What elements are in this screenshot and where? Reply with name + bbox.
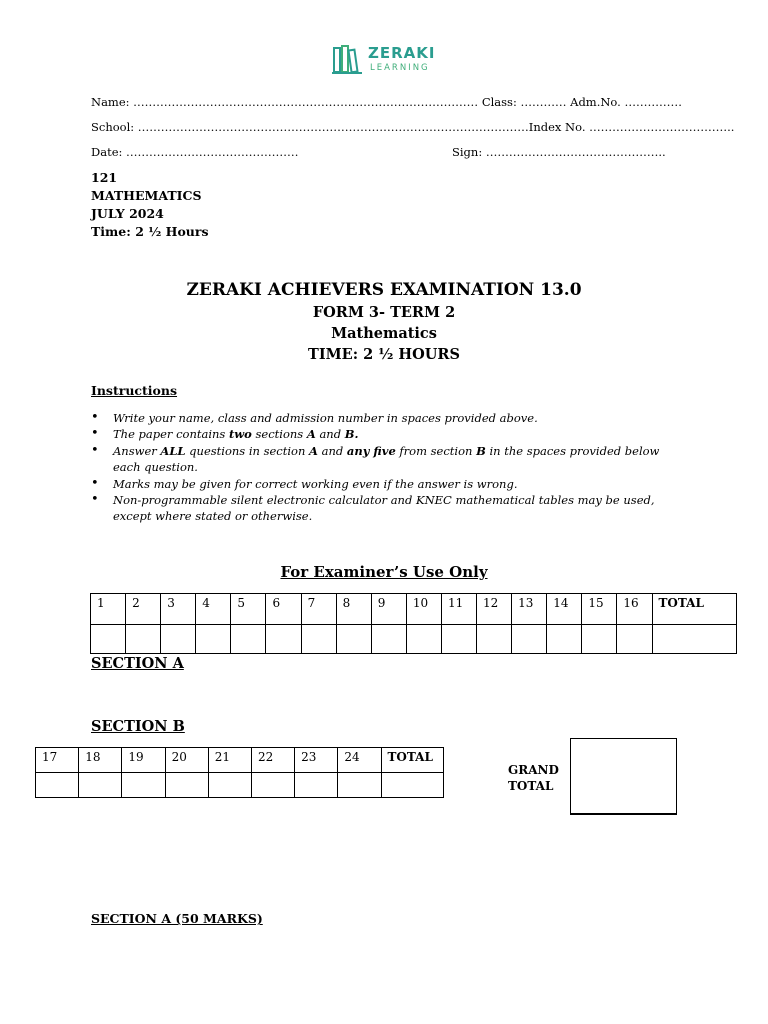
grand-total-box[interactable]: [570, 738, 677, 815]
score-cell[interactable]: [208, 773, 251, 798]
subject-title: Mathematics: [331, 325, 437, 342]
paper-code: 121: [91, 170, 118, 185]
score-cell[interactable]: [547, 625, 582, 654]
score-cell[interactable]: [196, 625, 231, 654]
question-number-cell: 24: [338, 748, 381, 773]
question-number-cell: 9: [371, 594, 406, 625]
score-cell[interactable]: [406, 625, 441, 654]
instructions-heading: Instructions: [91, 383, 178, 398]
total-score-cell[interactable]: [381, 773, 443, 798]
grand-total-label: [508, 762, 559, 794]
instruction-item: • Marks may be given for correct working even if the answer is wrong.: [91, 476, 681, 492]
score-cell[interactable]: [266, 625, 301, 654]
section-b-marks-table: [35, 747, 444, 798]
question-number-cell: 11: [441, 594, 476, 625]
score-cell[interactable]: [617, 625, 652, 654]
question-number-cell: 2: [126, 594, 161, 625]
question-number-cell: 21: [208, 748, 251, 773]
name-class-adm-field[interactable]: Name: ……………………………………………………………………………… Class: ………… Adm.No. ……………: [91, 95, 682, 109]
score-cell[interactable]: [336, 625, 371, 654]
grand-total-line2: TOTAL: [508, 779, 554, 793]
question-number-cell: 13: [512, 594, 547, 625]
sign-field[interactable]: Sign: ………………………………………..: [452, 145, 666, 159]
question-number-cell: 14: [547, 594, 582, 625]
logo-brand-text: ZERAKI: [368, 44, 436, 62]
books-icon: [332, 44, 364, 76]
score-cell[interactable]: [79, 773, 122, 798]
date-field[interactable]: Date: ………………………………………: [91, 145, 299, 159]
question-number-cell: 10: [406, 594, 441, 625]
total-header-cell: TOTAL: [652, 594, 736, 625]
paper-time: Time: 2 ½ Hours: [91, 224, 209, 239]
zeraki-logo: [332, 44, 436, 76]
instruction-item: • Write your name, class and admission number in spaces provided above.: [91, 410, 681, 426]
section-a-label: SECTION A: [91, 655, 184, 672]
question-number-cell: 20: [165, 748, 208, 773]
total-score-cell[interactable]: [652, 625, 736, 654]
section-b-label: SECTION B: [91, 718, 185, 735]
question-number-cell: 7: [301, 594, 336, 625]
question-number-cell: 12: [477, 594, 512, 625]
question-number-cell: 15: [582, 594, 617, 625]
score-cell[interactable]: [161, 625, 196, 654]
logo-sub-text: LEARNING: [370, 63, 430, 73]
question-number-cell: 6: [266, 594, 301, 625]
score-cell[interactable]: [441, 625, 476, 654]
grand-total-line1: GRAND: [508, 763, 559, 777]
question-number-cell: 4: [196, 594, 231, 625]
score-cell[interactable]: [251, 773, 294, 798]
question-number-cell: 1: [91, 594, 126, 625]
question-number-cell: 3: [161, 594, 196, 625]
question-number-cell: 22: [251, 748, 294, 773]
score-cell[interactable]: [122, 773, 165, 798]
score-cell[interactable]: [126, 625, 161, 654]
section-a-marks-table: [90, 593, 737, 654]
exam-title: ZERAKI ACHIEVERS EXAMINATION 13.0: [186, 280, 582, 300]
paper-subject: MATHEMATICS: [91, 188, 202, 203]
section-a-marks-heading: SECTION A (50 MARKS): [91, 911, 263, 926]
score-cell[interactable]: [582, 625, 617, 654]
examiner-heading: For Examiner’s Use Only: [280, 563, 488, 581]
total-header-cell: TOTAL: [381, 748, 443, 773]
score-cell[interactable]: [165, 773, 208, 798]
score-cell[interactable]: [295, 773, 338, 798]
question-number-cell: 8: [336, 594, 371, 625]
score-cell[interactable]: [36, 773, 79, 798]
instruction-item: • Non-programmable silent electronic calculator and KNEC mathematical tables may be used, except where stated or otherwise.: [91, 492, 681, 525]
school-index-field[interactable]: School: …………………………………………………………………………………………Index No. ………………………………..: [91, 120, 735, 134]
question-number-cell: 16: [617, 594, 652, 625]
paper-date: JULY 2024: [91, 206, 164, 221]
question-number-cell: 23: [295, 748, 338, 773]
score-cell[interactable]: [301, 625, 336, 654]
instruction-item: • Answer ALL questions in section A and any five from section B in the spaces provided below each question.: [91, 443, 681, 476]
question-number-cell: 19: [122, 748, 165, 773]
instructions-list: [91, 410, 681, 525]
question-number-cell: 5: [231, 594, 266, 625]
score-cell[interactable]: [371, 625, 406, 654]
score-cell[interactable]: [477, 625, 512, 654]
form-term: FORM 3- TERM 2: [312, 304, 456, 321]
score-cell[interactable]: [91, 625, 126, 654]
question-number-cell: 18: [79, 748, 122, 773]
score-cell[interactable]: [512, 625, 547, 654]
score-cell[interactable]: [338, 773, 381, 798]
score-cell[interactable]: [231, 625, 266, 654]
time-title: TIME: 2 ½ HOURS: [308, 346, 460, 363]
question-number-cell: 17: [36, 748, 79, 773]
instruction-item: • The paper contains two sections A and B.: [91, 426, 681, 442]
